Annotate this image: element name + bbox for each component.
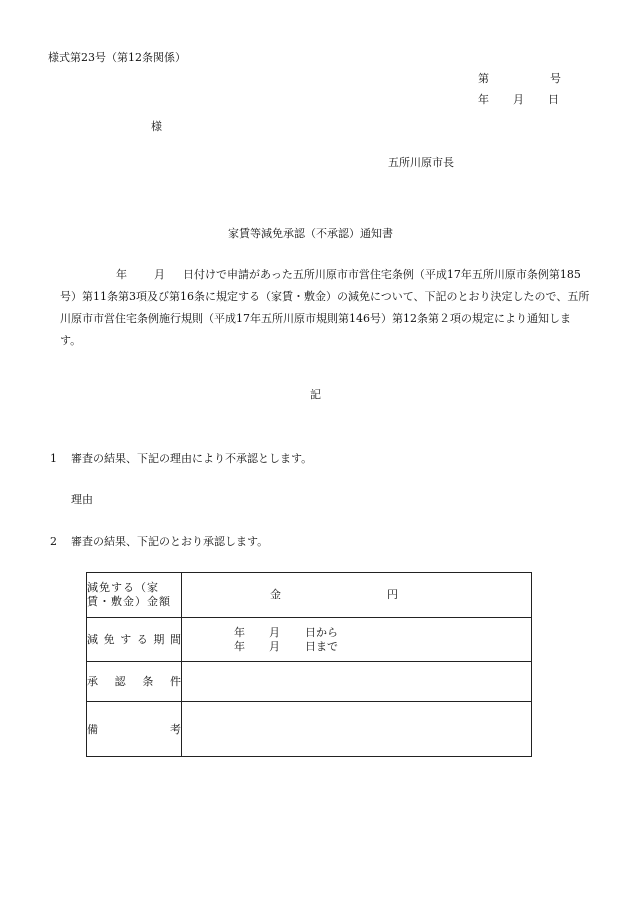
period-from-day: 日から: [305, 625, 338, 639]
body-paragraph: [60, 264, 590, 352]
section2-text: 審査の結果、下記のとおり承認します。: [71, 535, 269, 548]
amount-suffix: 円: [387, 588, 398, 601]
body-month: 月: [154, 268, 165, 281]
section2-number: 2: [50, 535, 57, 548]
section1-number: 1: [50, 452, 57, 465]
issue-date-month: 月: [513, 93, 524, 106]
period-value-cell: [182, 618, 532, 662]
period-to-month: 月: [269, 639, 280, 653]
amount-prefix: 金: [270, 588, 281, 601]
amount-label: 減免する（家賃・敷金）金額: [87, 581, 171, 608]
document-title: 家賃等減免承認（不承認）通知書: [228, 227, 393, 240]
remarks-label: 備 考: [87, 722, 181, 736]
period-label-cell: [87, 618, 182, 662]
ki-heading: 記: [310, 388, 321, 401]
approval-detail-table: [86, 572, 532, 757]
conditions-value-cell: [182, 662, 532, 702]
reason-label: 理由: [71, 493, 93, 506]
period-to-day: 日まで: [305, 639, 338, 653]
section1-text: 審査の結果、下記の理由により不承認とします。: [71, 452, 313, 465]
amount-value-cell: [182, 573, 532, 618]
table-row-amount: [87, 573, 532, 618]
body-year: 年: [116, 268, 127, 281]
period-from-month: 月: [269, 625, 280, 639]
period-to: [234, 640, 531, 654]
issue-date-day: 日: [548, 93, 559, 106]
period-from-year: 年: [234, 625, 245, 639]
remarks-value-cell: [182, 702, 532, 757]
body-text: 日付けで申請があった五所川原市市営住宅条例（平成17年五所川原市条例第185号）第11条第3項及び第16条に規定する（家賃・敷金）の減免について、下記のとおり決定したので、五所川原市市営住宅条例施行規則（平成17年五所川原市規則第146号）第12条第２項の規定により通知します。: [60, 268, 590, 347]
table-row-period: [87, 618, 532, 662]
period-label: 減 免 す る 期 間: [87, 633, 181, 646]
conditions-label: 承 認 条 件: [87, 675, 181, 688]
period-from: [234, 626, 531, 640]
form-number: 様式第23号（第12条関係）: [48, 51, 186, 64]
period-to-year: 年: [234, 639, 245, 653]
issue-date-year: 年: [478, 93, 489, 106]
conditions-label-cell: [87, 662, 182, 702]
addressee-suffix: 様: [151, 120, 162, 133]
issue-number-suffix: 号: [550, 72, 561, 85]
table-row-conditions: [87, 662, 532, 702]
table-row-remarks: [87, 702, 532, 757]
issuer-name: 五所川原市長: [388, 156, 454, 169]
issue-number-prefix: 第: [478, 72, 489, 85]
remarks-label-cell: [87, 702, 182, 757]
amount-label-cell: [87, 573, 182, 618]
